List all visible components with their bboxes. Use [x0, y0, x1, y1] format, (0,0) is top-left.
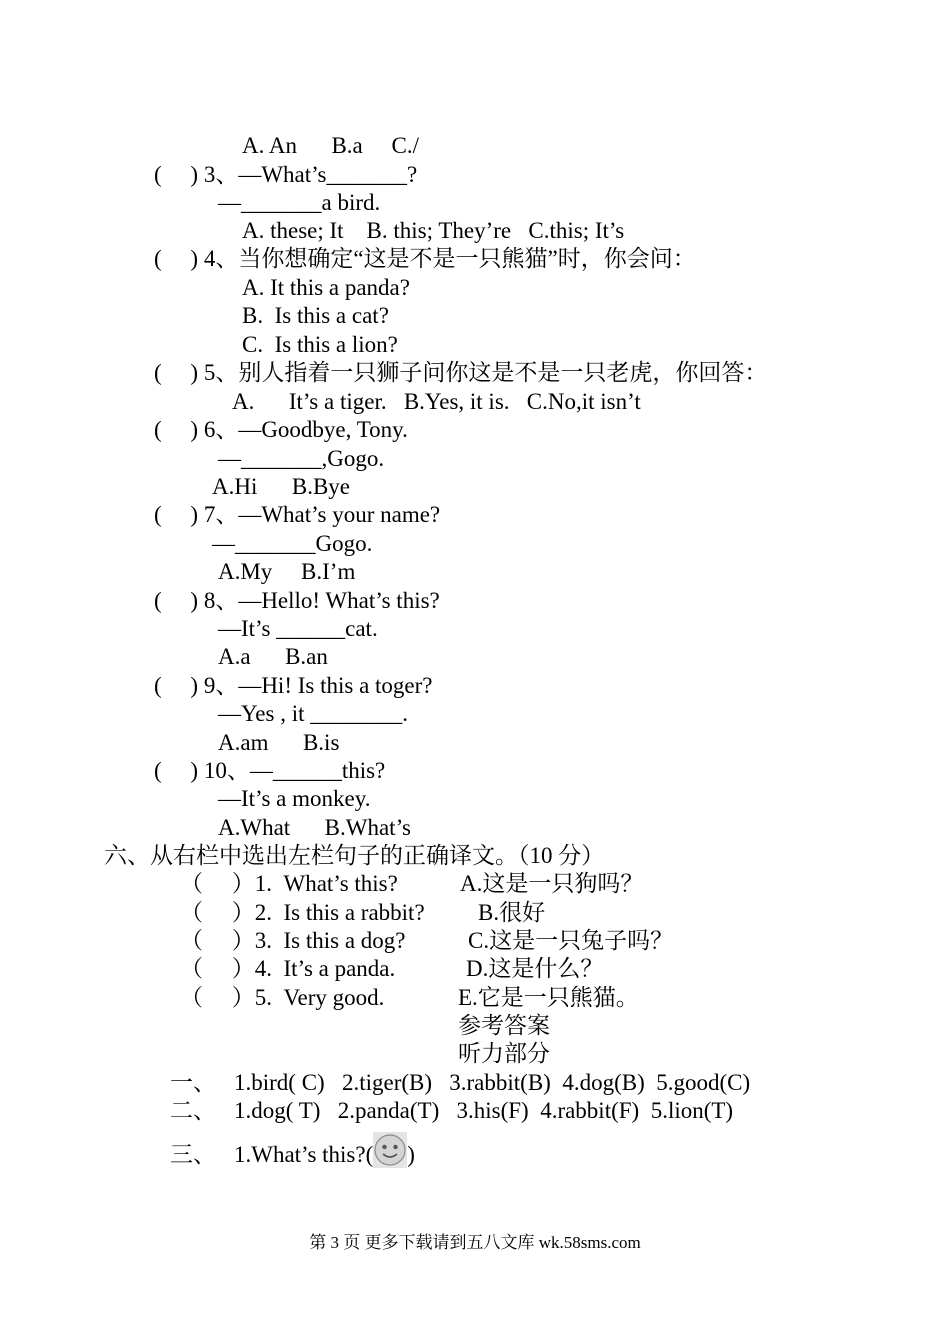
q9-question: ( ) 9、—Hi! Is this a toger? [154, 673, 433, 698]
q6-question: ( ) 6、—Goodbye, Tony. [154, 417, 408, 442]
answers-row-1: 1.bird( C) 2.tiger(B) 3.rabbit(B) 4.dog(B) 5.good(C) [234, 1070, 751, 1095]
q8-options: A.a B.an [218, 644, 328, 669]
section6-item-right: E.它是一只熊猫。 [458, 985, 639, 1010]
q5-question: ( ) 5、别人指着一只狮子问你这是不是一只老虎，你回答： [154, 360, 768, 385]
section6-item-right: D.这是什么？ [466, 956, 604, 981]
answers-row-2-label: 二、 [170, 1098, 216, 1123]
section6-item-left: （ ）4. It’s a panda. [180, 956, 396, 981]
q10-options: A.What B.What’s [218, 815, 411, 840]
answers-row-3 [234, 1141, 415, 1169]
q7-question: ( ) 7、—What’s your name? [154, 502, 441, 527]
section6-item-left: （ ）2. Is this a rabbit? [180, 900, 425, 925]
q4-option-a: A. It this a panda? [242, 275, 410, 300]
q10-answer-line: —It’s a monkey. [218, 786, 371, 811]
answers-title: 参考答案 [458, 1013, 550, 1038]
q9-answer-line: —Yes , it ________. [218, 701, 408, 726]
smiley-face-icon [373, 1132, 407, 1168]
section6-item-right: C.这是一只兔子吗？ [468, 928, 674, 953]
q8-question: ( ) 8、—Hello! What’s this? [154, 588, 440, 613]
q3-options: A. these; It B. this; They’re C.this; It’s [242, 218, 625, 243]
q8-answer-line: —It’s ______cat. [218, 616, 378, 641]
q7-options: A.My B.I’m [218, 559, 356, 584]
q4-question: ( ) 4、当你想确定“这是不是一只熊猫”时，你会问： [154, 246, 696, 271]
answers-row-3-label: 三、 [170, 1142, 216, 1167]
section6-item-left: （ ）3. Is this a dog? [180, 928, 406, 953]
q4-option-c: C. Is this a lion? [242, 332, 398, 357]
answers-row-3-close: ) [407, 1142, 415, 1167]
page-footer: 第 3 页 更多下载请到五八文库 wk.58sms.com [309, 1233, 641, 1252]
q10-question: ( ) 10、—______this? [154, 758, 386, 783]
answers-row-1-label: 一、 [170, 1070, 216, 1095]
q6-answer-line: —_______,Gogo. [218, 446, 385, 471]
section6-item-left: （ ）1. What’s this? [180, 871, 398, 896]
q3-question: ( ) 3、—What’s_______? [154, 162, 418, 187]
q6-options: A.Hi B.Bye [212, 474, 350, 499]
answers-row-3-text: 1.What’s this?( [234, 1142, 374, 1167]
q4-option-b: B. Is this a cat? [242, 303, 389, 328]
section6-item-right: A.这是一只狗吗？ [460, 871, 644, 896]
q7-answer-line: —_______Gogo. [212, 531, 373, 556]
section6-item-right: B.很好 [478, 900, 546, 925]
section6-item-left: （ ）5. Very good. [180, 985, 385, 1010]
answers-row-2: 1.dog( T) 2.panda(T) 3.his(F) 4.rabbit(F) 5.lion(T) [234, 1098, 734, 1123]
q2-options: A. An B.a C./ [242, 133, 419, 158]
answers-subtitle: 听力部分 [458, 1041, 550, 1066]
q9-options: A.am B.is [218, 730, 340, 755]
q3-answer-line: —_______a bird. [218, 190, 381, 215]
q5-options: A. It’s a tiger. B.Yes, it is. C.No,it isn’t [232, 389, 641, 414]
section6-heading: 六、从右栏中选出左栏句子的正确译文。（10 分） [104, 843, 605, 868]
